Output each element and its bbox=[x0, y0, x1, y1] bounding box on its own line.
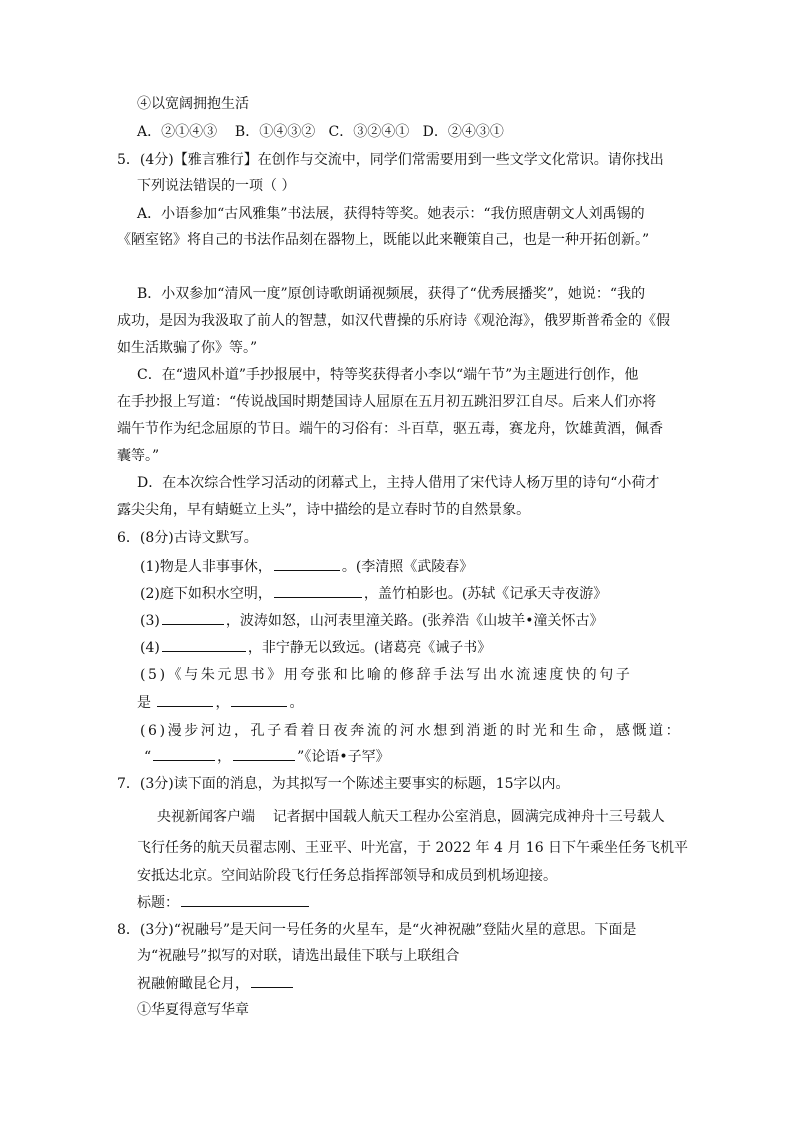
q6-blank-4[interactable] bbox=[162, 637, 246, 652]
q5-option-d-line2: 露尖尖角，早有蜻蜓立上头”，诗中描绘的是立春时节的自然景象。 bbox=[117, 502, 531, 518]
q5-option-c-line2: 在手抄报上写道：“传说战国时期楚国诗人屈原在五月初五跳汨罗江自尽。后来人们亦将 bbox=[117, 394, 657, 410]
q6-blank-5b[interactable] bbox=[231, 692, 287, 707]
q6-line3-prompt: (3) bbox=[140, 613, 160, 629]
q7-title-blank[interactable] bbox=[181, 892, 309, 907]
q6-line6-answer bbox=[144, 746, 390, 767]
q6-blank-3[interactable] bbox=[162, 610, 224, 625]
q5-stem-line1: 5．(4分)【雅言雅行】在创作与交流中，同学们常需要用到一些文学文化常识。请你找出 bbox=[117, 152, 664, 168]
q7-title-label: 标题： bbox=[137, 895, 179, 911]
q8-couplet-upper: 祝融俯瞰昆仑月， bbox=[137, 976, 249, 992]
q6-blank-5a[interactable] bbox=[157, 692, 213, 707]
q5-option-a-line2: 《陋室铭》将自己的书法作品刻在器物上，既能以此来鞭策自己，也是一种开拓创新。” bbox=[117, 232, 650, 248]
q6-line6-open: “ bbox=[144, 749, 152, 765]
q6-line3 bbox=[140, 610, 604, 631]
q7-stem: 7．(3分)读下面的消息，为其拟写一个陈述主要事实的标题，15字以内。 bbox=[117, 776, 570, 792]
q5-option-b-line2: 成功，是因为我汲取了前人的智慧，如汉代曹操的乐府诗《观沧海》，俄罗斯普希金的《假 bbox=[117, 313, 670, 329]
q5-option-d-line1: D．在本次综合性学习活动的闭幕式上，主持人借用了宋代诗人杨万里的诗句“小荷才 bbox=[137, 475, 660, 491]
q6-line1-prompt: (1)物是人非事事休， bbox=[140, 559, 272, 575]
q6-line3-source: ，波涛如怒，山河表里潼关路。(张养浩《山坡羊•潼关怀古》 bbox=[225, 613, 604, 629]
q6-line2-source: ，盖竹柏影也。(苏轼《记承天寺夜游》 bbox=[363, 586, 608, 602]
q5-stem-line2: 下列说法错误的一项（ ） bbox=[137, 178, 296, 194]
q8-stem-line1: 8．(3分)“祝融号”是天问一号任务的火星车，是“火神祝融”登陆火星的意思。下面是 bbox=[117, 922, 637, 938]
q7-passage-line3: 安抵达北京。空间站阶段飞行任务总指挥部领导和成员到机场迎接。 bbox=[137, 868, 557, 884]
q6-line5-lead: 是 bbox=[137, 695, 151, 711]
q6-line6-prompt: (6)漫步河边，孔子看着日夜奔流的河水想到消逝的时光和生命，感慨道： bbox=[140, 723, 683, 739]
q6-blank-1[interactable] bbox=[274, 556, 340, 571]
q6-line1-source: 。(李清照《武陵春》 bbox=[341, 559, 474, 575]
q6-blank-2[interactable] bbox=[274, 583, 362, 598]
q6-line5-comma: ， bbox=[215, 695, 230, 711]
q6-line2 bbox=[140, 583, 607, 604]
q6-line6-comma: ， bbox=[217, 749, 232, 765]
q6-line5-prompt: (5)《与朱元思书》用夸张和比喻的修辞手法写出水流速度快的句子 bbox=[140, 667, 633, 683]
q6-line4-prompt: (4) bbox=[140, 640, 160, 656]
q6-line2-prompt: (2)庭下如积水空明， bbox=[140, 586, 272, 602]
q7-passage-line1: 央视新闻客户端 记者据中国载人航天工程办公室消息，圆满完成神舟十三号载人 bbox=[157, 809, 665, 825]
q6-stem: 6．(8分)古诗文默写。 bbox=[117, 530, 258, 546]
q5-option-a-line1: A．小语参加“古风雅集”书法展，获得特等奖。她表示：“我仿照唐朝文人刘禹锡的 bbox=[137, 206, 645, 222]
q6-line4-source: ，非宁静无以致远。(诸葛亮《诫子书》 bbox=[247, 640, 492, 656]
q4-item-4: ④以宽阔拥抱生活 bbox=[137, 96, 249, 112]
q5-option-b-line3: 如生活欺骗了你》等。” bbox=[117, 340, 258, 356]
q8-option-1: ①华夏得意写华章 bbox=[137, 1002, 249, 1018]
q4-options: A．②①④③ B．①④③② C．③②④① D．②④③① bbox=[137, 124, 504, 140]
q8-couplet-line bbox=[137, 973, 295, 994]
q5-option-c-line3: 端午节作为纪念屈原的节日。端午的习俗有：斗百草，驱五毒，赛龙舟，饮雄黄酒，佩香 bbox=[117, 421, 663, 437]
q8-couplet-blank[interactable] bbox=[251, 973, 293, 988]
q6-line4 bbox=[140, 637, 491, 658]
q6-line1 bbox=[140, 556, 473, 577]
q7-title-line bbox=[137, 892, 311, 913]
q8-stem-line2: 为“祝融号”拟写的对联，请选出最佳下联与上联组合 bbox=[137, 948, 460, 964]
q5-option-c-line4: 囊等。” bbox=[117, 448, 160, 464]
q6-blank-6a[interactable] bbox=[153, 746, 215, 761]
q5-option-b-line1: B．小双参加“清风一度”原创诗歌朗诵视频展，获得了“优秀展播奖”，她说：“我的 bbox=[137, 286, 646, 302]
q6-line5-answer bbox=[137, 692, 303, 713]
q6-line5-end: 。 bbox=[289, 695, 304, 711]
q6-blank-6b[interactable] bbox=[233, 746, 295, 761]
q6-line6-source: ”《论语•子罕》 bbox=[297, 749, 390, 765]
q5-option-c-line1: C．在“遗风朴道”手抄报展中，特等奖获得者小李以“端午节”为主题进行创作，他 bbox=[137, 367, 639, 383]
q7-passage-line2: 飞行任务的航天员翟志刚、王亚平、叶光富，于 2022 年 4 月 16 日下午乘坐任务飞机平 bbox=[137, 840, 689, 856]
